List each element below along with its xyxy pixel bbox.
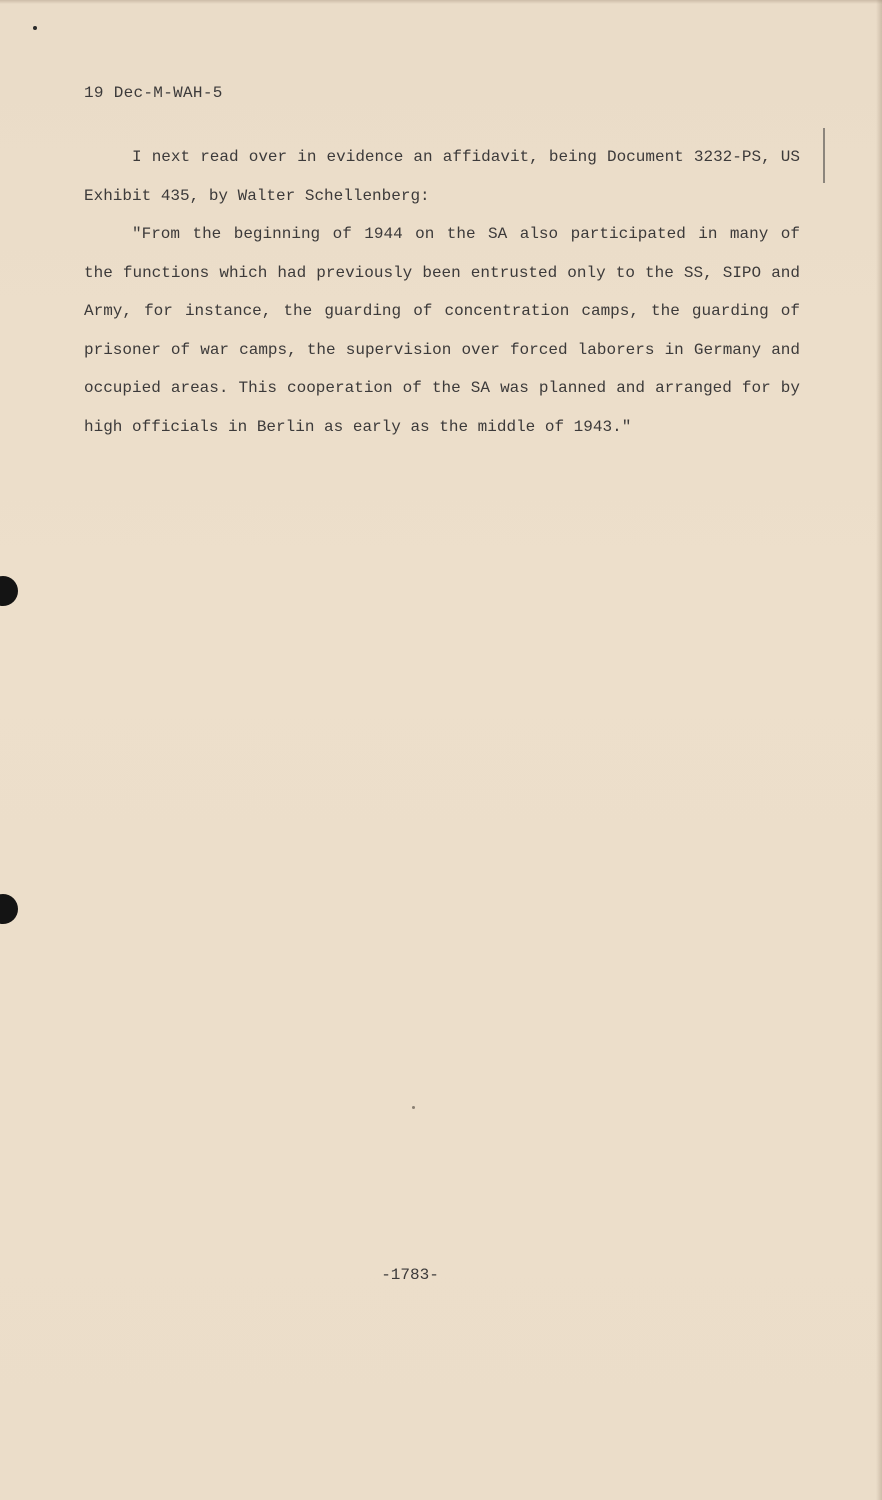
ink-speck	[33, 26, 37, 30]
document-header-id: 19 Dec-M-WAH-5	[84, 84, 223, 102]
punch-hole	[0, 576, 18, 606]
page-right-edge	[876, 0, 882, 1500]
paragraph-intro: I next read over in evidence an affidavit, being Document 3232-PS, US Exhibit 435, by Walter Schellenberg:	[84, 148, 800, 205]
paragraph-quote: "From the beginning of 1944 on the SA also participated in many of the functions which had previously been entrusted only to the SS, SIPO and Army, for instance, the guarding of concentration camps, the guarding of prisoner of war camps, the supervision over forced laborers in Germany and occupied areas. This cooperation of the SA was planned and arranged for by high officials in Berlin as early as the middle of 1943."	[84, 225, 800, 436]
page-top-edge	[0, 0, 882, 4]
punch-hole	[0, 894, 18, 924]
margin-line-mark	[823, 128, 825, 183]
ink-speck	[412, 1106, 415, 1109]
page-number: -1783-	[381, 1266, 439, 1284]
document-body	[84, 138, 800, 446]
